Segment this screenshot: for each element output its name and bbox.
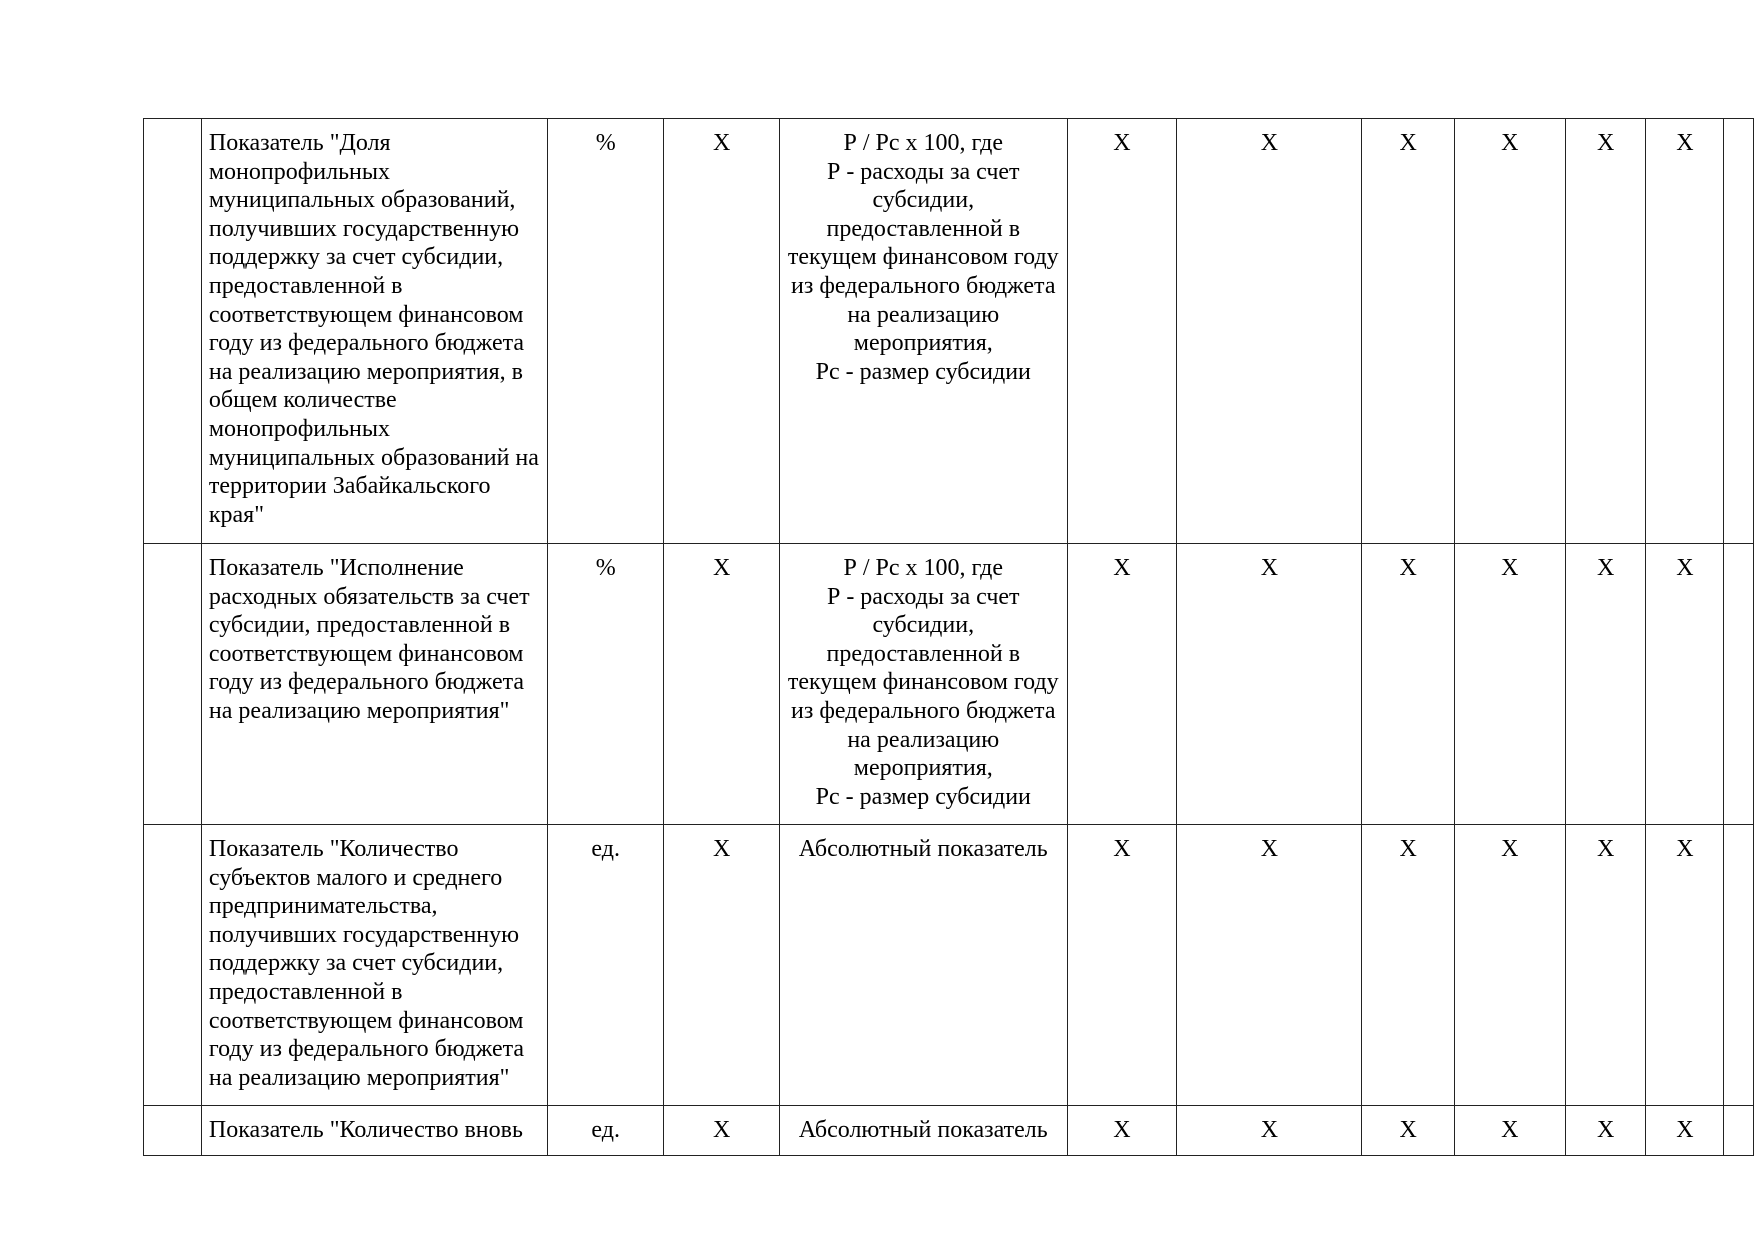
indicator-name-cell: Показатель "Доля монопрофильных муниципальных образований, получивших государственную поддержку за счет субсидии, предоставленной в соответствующем финансовом году из федерального бюджета на реализацию мероприятия, в общем количестве монопрофильных муниципальных образований на территории Забайкальского края" [201,119,547,544]
formula-cell [780,825,1067,1106]
x-cell: X [1362,1106,1454,1156]
x-cell: X [1362,825,1454,1106]
x-cell: X [1454,1106,1565,1156]
formula-line: Р / Рс х 100, где [843,130,1004,156]
x-cell: X [1454,825,1565,1106]
x-cell: X [1177,119,1362,544]
indicators-table [143,118,1754,1156]
table-row [144,1106,1754,1156]
x-cell: X [1565,544,1646,825]
formula-line: Рс - размер субсидии [815,783,1031,810]
formula-line: Р / Рс х 100, где [843,555,1004,581]
x-cell: X [1565,825,1646,1106]
formula-cell [780,119,1067,544]
x-cell: X [1177,825,1362,1106]
row-number-cell [144,544,202,825]
overflow-cell [1724,1106,1754,1156]
x-cell: X [1454,119,1565,544]
unit-cell: ед. [548,1106,664,1156]
x-cell: X [1565,1106,1646,1156]
row-number-cell [144,1106,202,1156]
x-cell: X [1646,825,1724,1106]
x-cell: X [1067,119,1177,544]
unit-cell: ед. [548,825,664,1106]
x-cell: X [664,119,780,544]
x-cell: X [1565,119,1646,544]
x-cell: X [1067,1106,1177,1156]
x-cell: X [1067,544,1177,825]
x-cell: X [664,1106,780,1156]
overflow-cell [1724,544,1754,825]
indicator-name-cell: Показатель "Количество субъектов малого и среднего предпринимательства, получивших государственную поддержку за счет субсидии, предоставленной в соответствующем финансовом году из федерального бюджета на реализацию мероприятия" [201,825,547,1106]
overflow-cell [1724,119,1754,544]
x-cell: X [1454,544,1565,825]
overflow-cell [1724,825,1754,1106]
x-cell: X [1646,119,1724,544]
indicator-name-cell: Показатель "Исполнение расходных обязательств за счет субсидии, предоставленной в соответствующем финансовом году из федерального бюджета на реализацию мероприятия" [201,544,547,825]
x-cell: X [1177,1106,1362,1156]
table-row [144,544,1754,825]
formula-cell [780,544,1067,825]
row-number-cell [144,825,202,1106]
x-cell: X [1067,825,1177,1106]
x-cell: X [664,825,780,1106]
formula-line: Абсолютный показатель [798,836,1048,862]
formula-cell [780,1106,1067,1156]
unit-cell: % [548,119,664,544]
x-cell: X [1646,544,1724,825]
indicator-name-cell: Показатель "Количество вновь [201,1106,547,1156]
formula-line: Р - расходы за счет субсидии, предоставленной в текущем финансовом году из федерального бюджета на реализацию мероприятия, [787,158,1059,357]
formula-line: Абсолютный показатель [798,1117,1048,1143]
formula-line: Рс - размер субсидии [815,358,1031,385]
row-number-cell [144,119,202,544]
table-row [144,119,1754,544]
unit-cell: % [548,544,664,825]
formula-line: Р - расходы за счет субсидии, предоставленной в текущем финансовом году из федерального бюджета на реализацию мероприятия, [787,583,1059,782]
x-cell: X [1646,1106,1724,1156]
x-cell: X [1362,119,1454,544]
table-row [144,825,1754,1106]
x-cell: X [1362,544,1454,825]
x-cell: X [1177,544,1362,825]
x-cell: X [664,544,780,825]
